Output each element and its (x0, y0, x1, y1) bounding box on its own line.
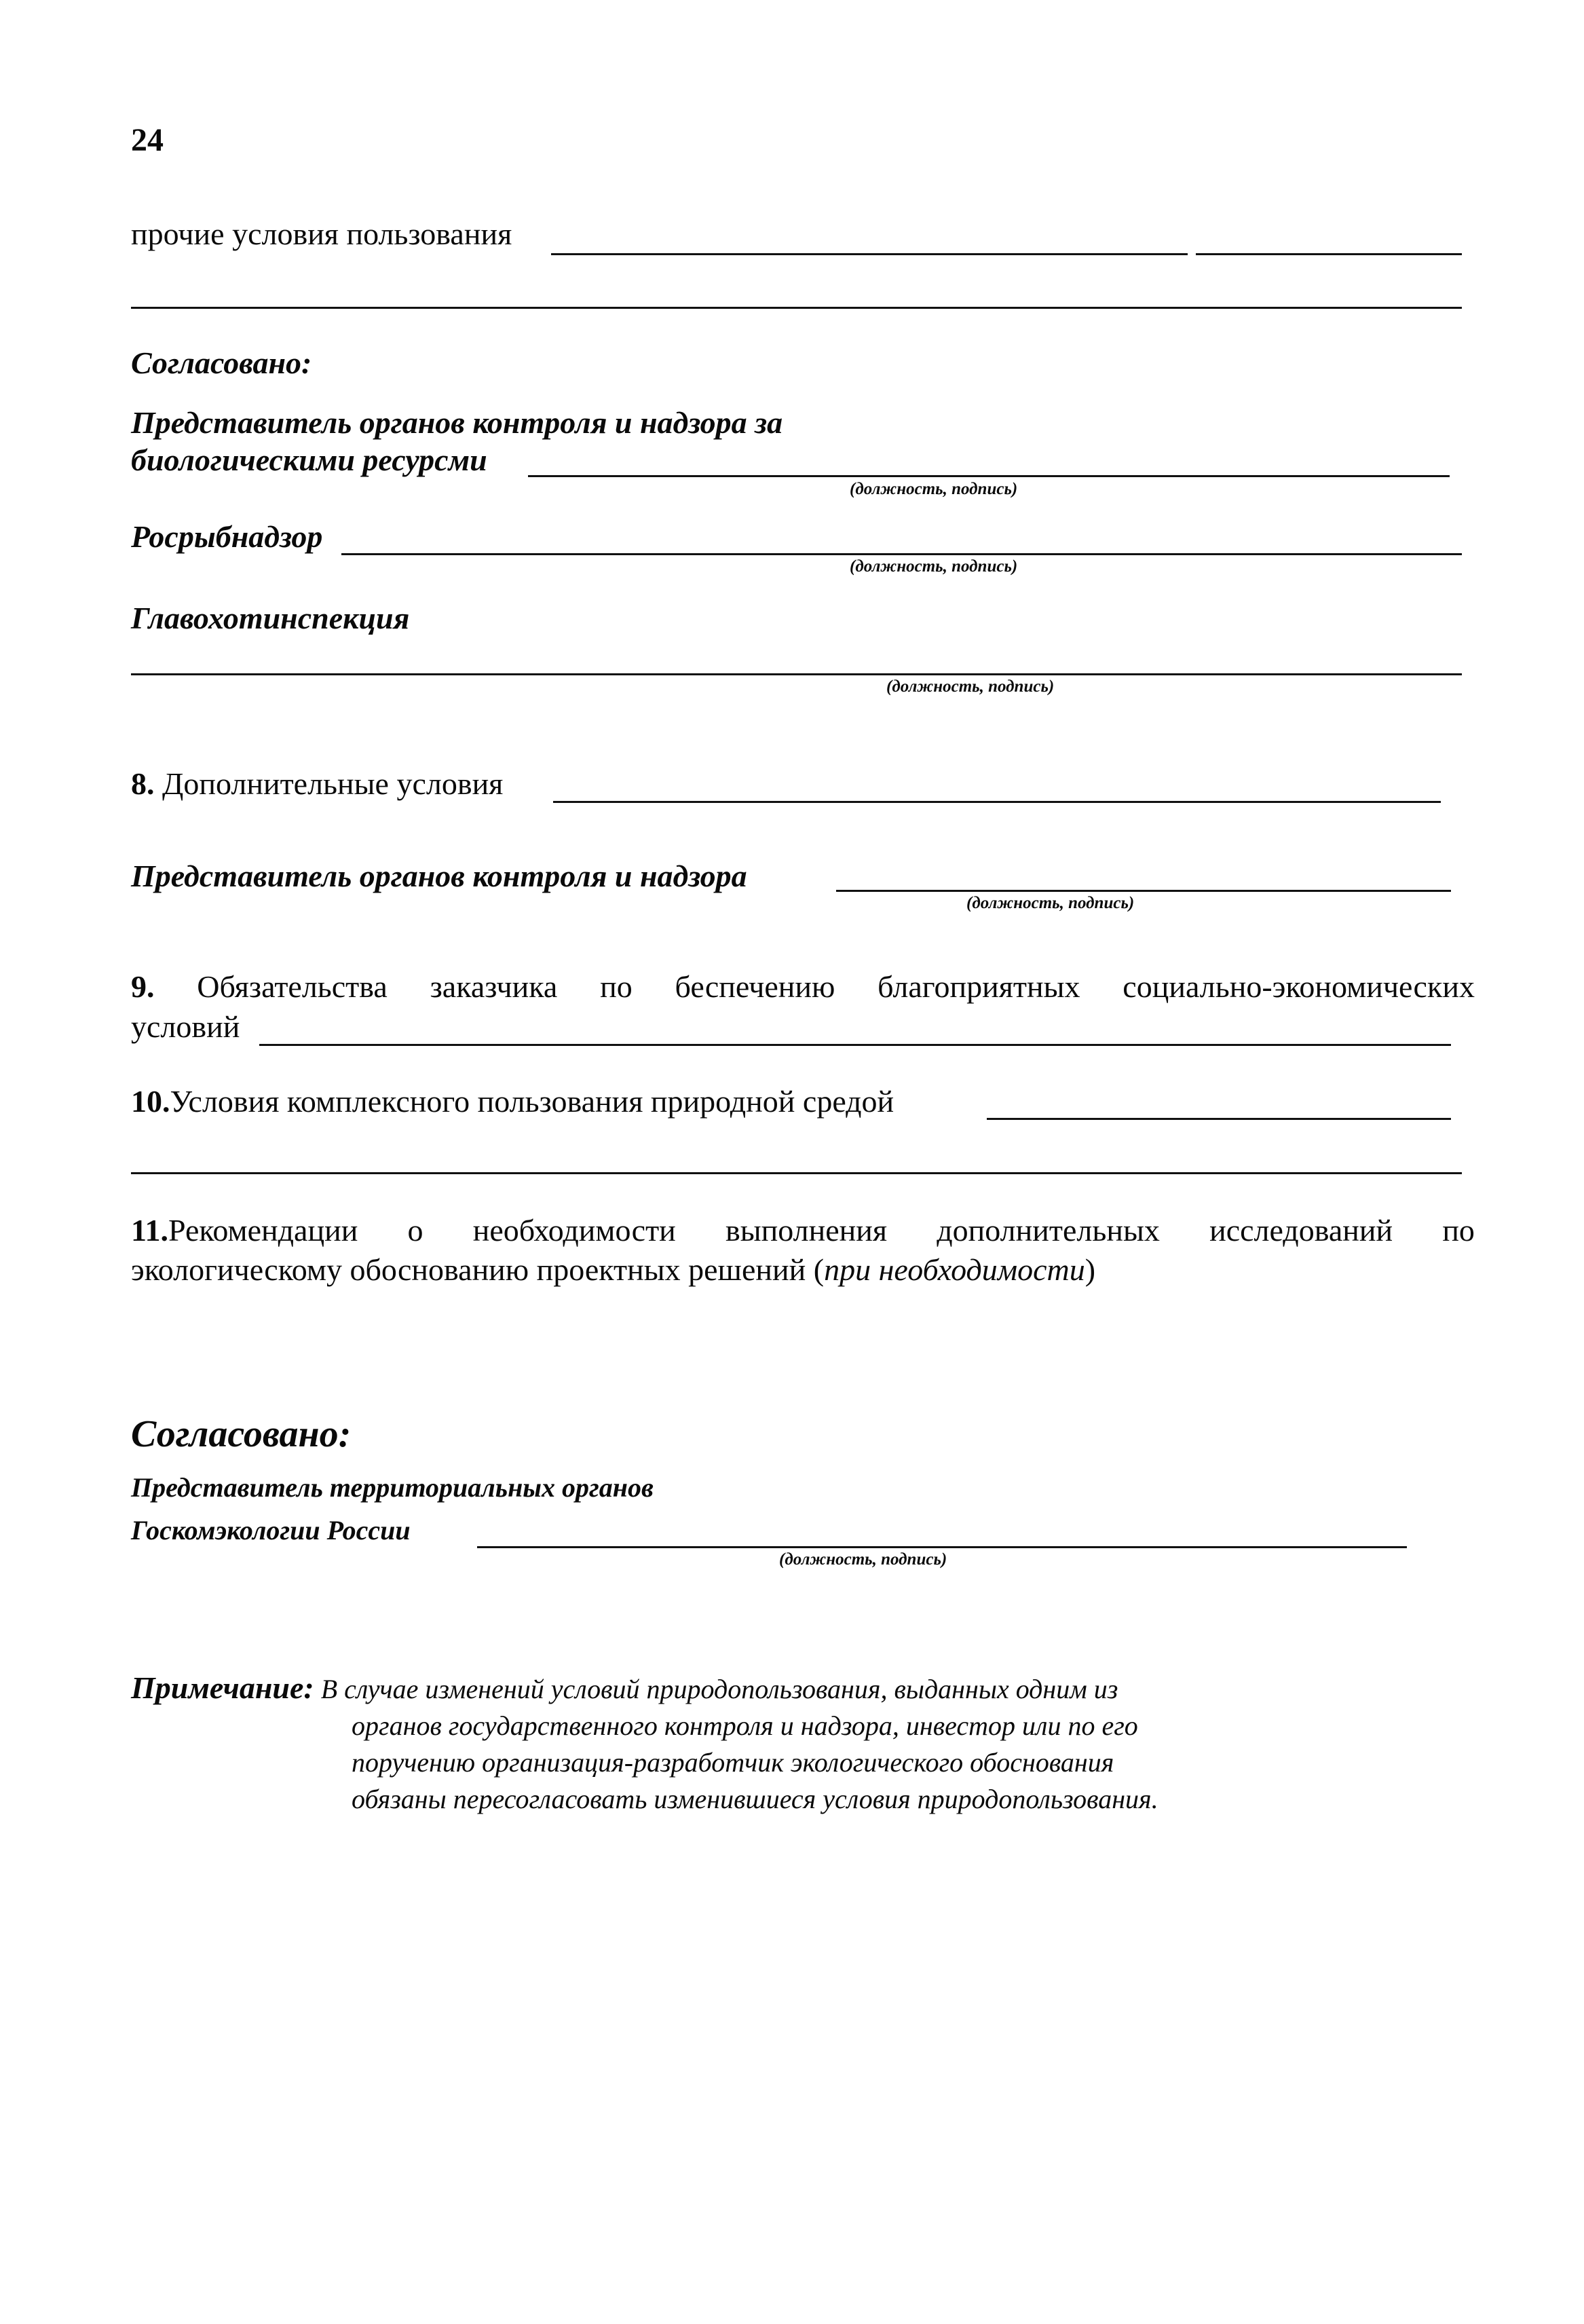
section-10-line-2[interactable] (131, 1172, 1462, 1174)
section-11-word: о (407, 1213, 423, 1248)
section-8-number: 8. (131, 766, 155, 801)
section-11-line2-close: ) (1085, 1252, 1096, 1287)
section-9-line[interactable] (259, 1044, 1451, 1046)
section-8-heading (131, 768, 503, 800)
rosryb-caption: (должность, подпись) (850, 557, 1018, 576)
note-text-1: В случае изменений условий природопользования, выданных одним из (320, 1674, 1118, 1704)
note-line-3: поручению организация-разработчик экологического обоснования (352, 1747, 1114, 1778)
note-colon: : (303, 1670, 314, 1705)
agreed-heading-1: Согласовано: (131, 345, 312, 380)
section-11-word: выполнения (725, 1213, 888, 1248)
section-8-label: Дополнительные условия (162, 766, 504, 801)
other-conditions-line-1[interactable] (551, 253, 1188, 255)
section-9-word: Обязательства (197, 969, 388, 1004)
section-9-line1 (131, 971, 1475, 1002)
section-11-word: дополнительных (937, 1213, 1160, 1248)
section-9-line2: условий (131, 1009, 240, 1044)
bio-rep-caption: (должность, подпись) (850, 480, 1018, 498)
section-11-word: необходимости (472, 1213, 676, 1248)
section-9-word: социально-экономических (1123, 969, 1475, 1004)
rosryb-label: Росрыбнадзор (131, 519, 323, 554)
section-9-word: беспечению (675, 969, 835, 1004)
section-11-word: Рекомендации (168, 1213, 358, 1248)
territorial-rep-signature-line[interactable] (477, 1546, 1407, 1548)
section-8-line[interactable] (553, 801, 1441, 803)
other-conditions-line-3[interactable] (131, 307, 1462, 309)
section-11-word: исследований (1209, 1213, 1393, 1248)
section-9-word: заказчика (430, 969, 558, 1004)
page-number: 24 (131, 122, 164, 158)
bio-rep-line1: Представитель органов контроля и надзора за (131, 405, 783, 440)
section-11-number: 11. (131, 1213, 168, 1248)
section-10-number: 10. (131, 1084, 170, 1119)
section-11-line1 (131, 1215, 1475, 1246)
section-8-signature-line[interactable] (836, 890, 1451, 892)
section-10-label: Условия комплексного пользования природной средой (170, 1084, 894, 1119)
bio-rep-signature-line[interactable] (528, 475, 1450, 477)
territorial-rep-caption: (должность, подпись) (779, 1550, 947, 1569)
section-11-line2-italic: при необходимости (824, 1252, 1085, 1287)
note-line-2: органов государственного контроля и надзора, инвестор или по его (352, 1710, 1138, 1741)
section-11-word: по (1442, 1213, 1475, 1248)
section-11-line2 (131, 1254, 1095, 1286)
section-10-heading (131, 1086, 894, 1117)
rosryb-signature-line[interactable] (430, 553, 1462, 555)
note-line-4: обязаны пересогласовать изменившиеся условия природопользования. (352, 1784, 1158, 1814)
glavokh-label: Главохотинспекция (131, 601, 410, 635)
section-8-caption: (должность, подпись) (966, 894, 1135, 912)
bio-rep-line2: биологическими ресурсми (131, 443, 487, 477)
note-line-1 (131, 1670, 1158, 1708)
section-9-word: благоприятных (878, 969, 1080, 1004)
territorial-rep-line2: Госкомэкологии России (131, 1515, 411, 1545)
note-block (131, 1670, 1158, 1818)
section-9-word: по (600, 969, 633, 1004)
other-conditions-line-2[interactable] (1196, 253, 1462, 255)
agreed-heading-2: Согласовано: (131, 1413, 352, 1455)
section-9-number: 9. (131, 969, 155, 1004)
glavokh-signature-line[interactable] (131, 673, 1462, 675)
note-label: Примечание (131, 1670, 304, 1705)
section-10-line-1[interactable] (987, 1118, 1451, 1120)
section-11-first (131, 1215, 358, 1246)
rosryb-line-1[interactable] (341, 553, 430, 555)
section-11-line2-text: экологическому обоснованию проектных решений ( (131, 1252, 825, 1287)
glavokh-caption: (должность, подпись) (886, 677, 1055, 696)
territorial-rep-line1: Представитель территориальных органов (131, 1472, 654, 1503)
other-conditions-label: прочие условия пользования (131, 217, 512, 251)
section-8-rep: Представитель органов контроля и надзора (131, 859, 747, 893)
